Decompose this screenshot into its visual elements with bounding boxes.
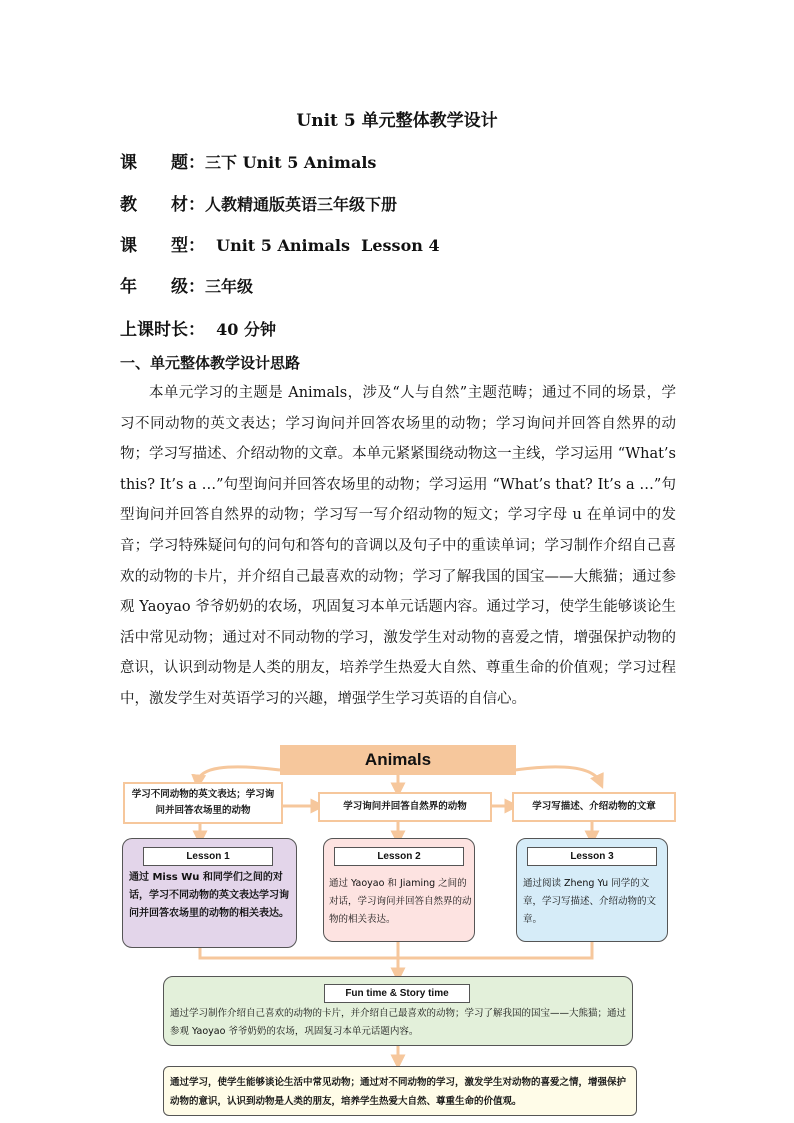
info-label: 课 题： — [120, 153, 205, 173]
summary-text: 通过学习，使学生能够谈论生活中常见动物；通过对不同动物的学习，激发学生对动物的喜爱之情，增强保护动物的意识，认识到动物是人类的朋友，培养学生热爱大自然、尊重生命的价值观。 — [170, 1077, 627, 1107]
lesson-2-tag: Lesson 2 — [334, 847, 464, 866]
lesson-3-text: 通过阅读 Zheng Yu 同学的文章，学习写描述、介绍动物的文章。 — [523, 878, 657, 925]
paragraph-text: 本单元学习的主题是 Animals，涉及“人与自然”主题范畴；通过不同的场景，学习不同动物的英文表达；学习询问并回答农场里的动物；学习询问并回答自然界的动物；学习写描述、介绍动物的文章。本单元紧紧围绕动物这一主线，学习运用 “What’s this? It’s a …”句型询问并回答农场里的动物；学习运用 “What’s that? It’s a …”句型询问并回答自然界的动物；学习写一写介绍动物的短文；学习字母 u 在单词中的发音；学习特殊疑问句的问句和答句的音调以及句子中的重读单词；学习制作介绍自己喜欢的动物的卡片，并介绍自己最喜欢的动物；学习了解我国的国宝——大熊猫；通过参观 Yaoyao 爷爷奶奶的农场，巩固复习本单元话题内容。通过学习，使学生能够谈论生活中常见动物；通过对不同动物的学习，激发学生对动物的喜爱之情，增强保护动物的意识，认识到动物是人类的朋友，培养学生热爱大自然、尊重生命的价值观；学习过程中，激发学生对英语学习的兴趣，增强学生学习英语的自信心。 — [120, 385, 676, 707]
goal-box-1: 学习不同动物的英文表达；学习询问并回答农场里的动物 — [123, 782, 283, 824]
section-heading: 一、单元整体教学设计思路 — [120, 354, 301, 372]
info-value: 40 分钟 — [205, 320, 276, 339]
center-title-box: Animals — [280, 745, 516, 775]
lesson-3-tag: Lesson 3 — [527, 847, 657, 866]
info-value: 三下 Unit 5 Animals — [205, 153, 377, 172]
lesson-1-tag: Lesson 1 — [143, 847, 273, 866]
info-label: 课 型： — [120, 236, 205, 256]
info-label: 教 材： — [120, 195, 205, 215]
info-value: Unit 5 Animals Lesson 4 — [205, 236, 440, 255]
lesson-2-text: 通过 Yaoyao 和 Jiaming 之间的对话，学习询问并回答自然界的动物的相关表达。 — [329, 878, 472, 925]
info-value: 人教精通版英语三年级下册 — [205, 195, 398, 214]
fun-time-tag: Fun time & Story time — [324, 984, 470, 1003]
lesson-2-card — [323, 838, 475, 942]
summary-box — [163, 1066, 637, 1116]
goal-box-2: 学习询问并回答自然界的动物 — [318, 792, 492, 822]
fun-time-text: 通过学习制作介绍自己喜欢的动物的卡片，并介绍自己最喜欢的动物；学习了解我国的国宝——大熊猫；通过参观 Yaoyao 爷爷奶奶的农场，巩固复习本单元话题内容。 — [170, 1008, 627, 1037]
info-value: 三年级 — [205, 277, 254, 296]
info-label: 年 级： — [120, 277, 205, 297]
lesson-3-card — [516, 838, 668, 942]
lesson-1-card — [122, 838, 297, 948]
page-title: Unit 5 单元整体教学设计 — [296, 111, 498, 131]
goal-box-3: 学习写描述、介绍动物的文章 — [512, 792, 676, 822]
fun-time-card — [163, 976, 633, 1046]
lesson-1-text: 通过 Miss Wu 和同学们之间的对话，学习不同动物的英文表达学习询问并回答农场里的动物的相关表达。 — [129, 872, 289, 919]
info-label: 上课时长： — [120, 320, 205, 340]
